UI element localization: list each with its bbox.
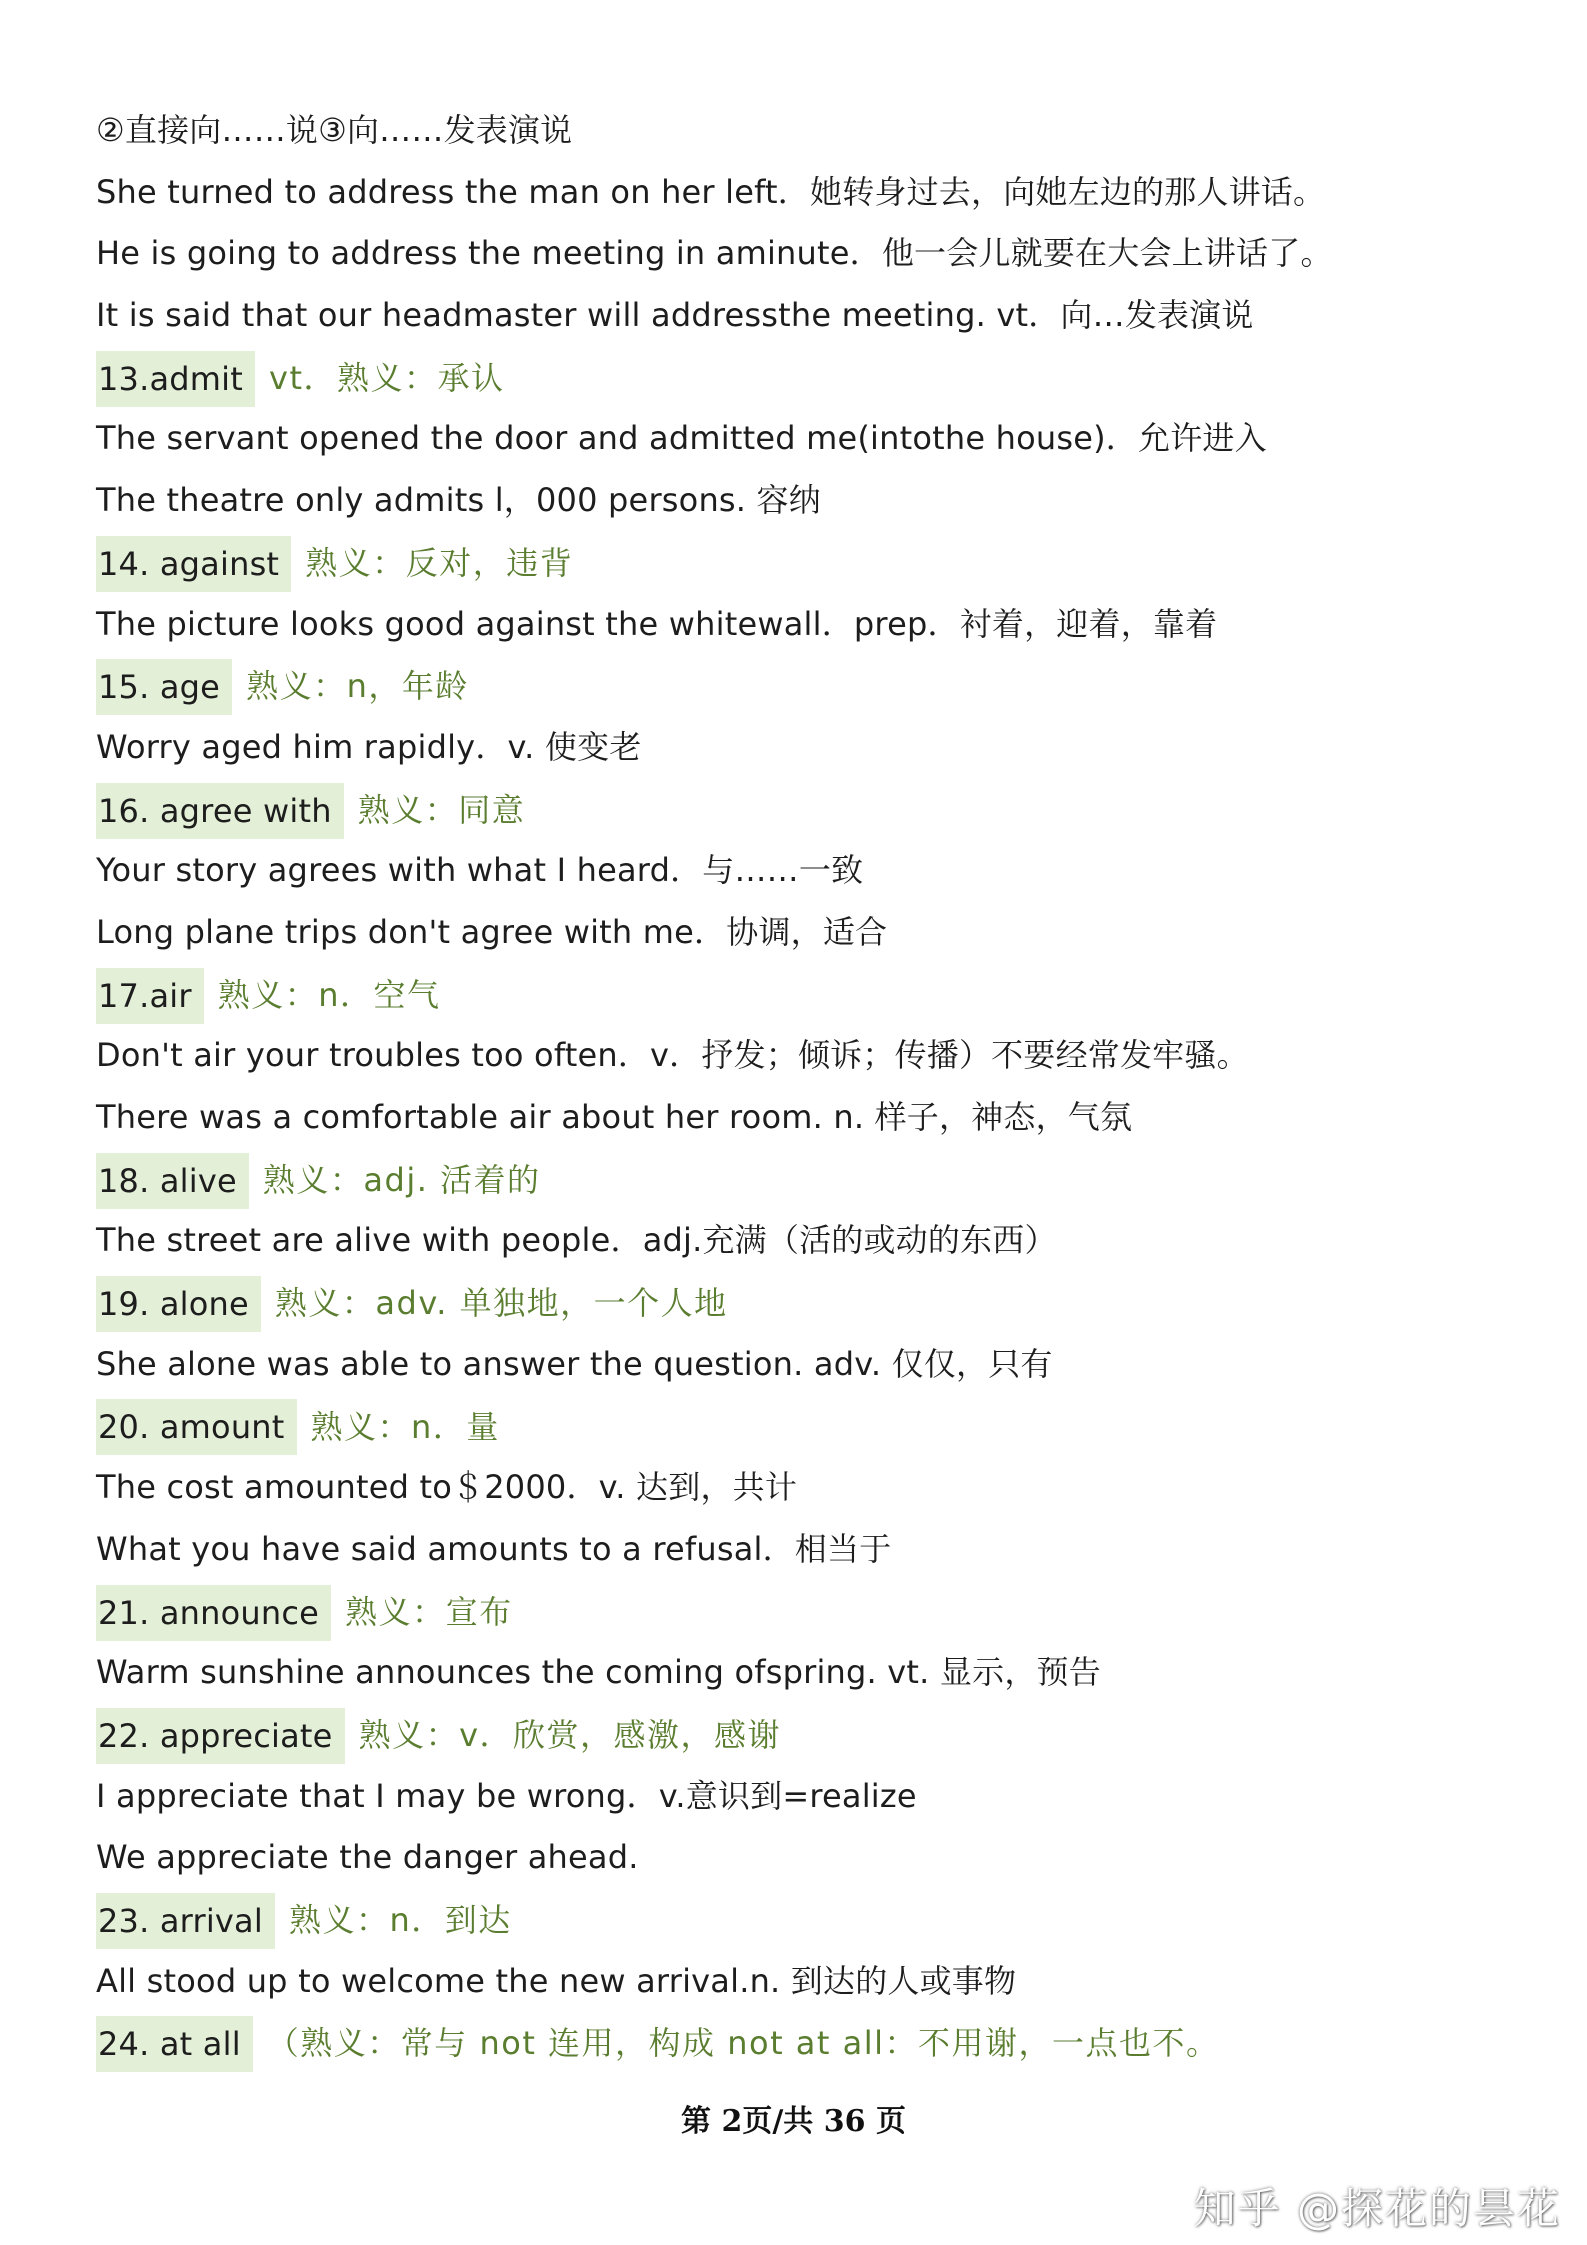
text-line: The theatre only admits l，000 persons. 容纳 bbox=[96, 481, 821, 520]
text-line: Long plane trips don't agree with me．协调，适合 bbox=[96, 912, 888, 951]
source-watermark: 知乎 @探花的昙花 bbox=[1193, 2184, 1561, 2233]
vocab-meaning: （熟义：常与 not 连用，构成 not at all：不用谢，一点也不。 bbox=[266, 2024, 1220, 2063]
vocab-entry bbox=[96, 1395, 1516, 1457]
text-line: The cost amounted to＄2000．v. 达到，共计 bbox=[96, 1468, 798, 1507]
vocab-meaning: 熟义：v．欣赏，感激，感谢 bbox=[358, 1716, 782, 1755]
vocab-meaning: 熟义：n．空气 bbox=[217, 975, 441, 1014]
text-line: She turned to address the man on her left．她转身过去，向她左边的那人讲话。 bbox=[96, 172, 1326, 211]
vocab-meaning: 熟义：n，年龄 bbox=[246, 667, 469, 706]
text-line: I appreciate that I may be wrong．v.意识到=realize bbox=[96, 1776, 917, 1815]
text-line: The servant opened the door and admitted me(intothe house)．允许进入 bbox=[96, 419, 1267, 458]
text-line: He is going to address the meeting in aminute．他一会儿就要在大会上讲话了。 bbox=[96, 234, 1333, 273]
vocab-word: 20. amount bbox=[96, 1399, 297, 1455]
vocab-entry bbox=[96, 2012, 1516, 2074]
text-line: Warm sunshine announces the coming ofspring. vt. 显示，预告 bbox=[96, 1653, 1101, 1692]
vocab-word: 22. appreciate bbox=[96, 1708, 345, 1764]
vocab-word: 13.admit bbox=[96, 351, 255, 407]
vocab-meaning: 熟义：宣布 bbox=[345, 1592, 513, 1631]
vocab-entry bbox=[96, 779, 1516, 841]
text-line: We appreciate the danger ahead. bbox=[96, 1838, 639, 1877]
vocab-word: 24. at all bbox=[96, 2016, 253, 2072]
vocab-meaning: 熟义：同意 bbox=[357, 790, 526, 829]
text-line: Worry aged him rapidly．v. 使变老 bbox=[96, 727, 642, 766]
vocab-meaning: 熟义：反对，违背 bbox=[305, 543, 574, 582]
vocab-entry bbox=[96, 532, 1516, 594]
vocab-entry bbox=[96, 1581, 1516, 1643]
vocab-word: 18. alive bbox=[96, 1153, 249, 1209]
text-line: All stood up to welcome the new arrival.n. 到达的人或事物 bbox=[96, 1961, 1017, 2000]
vocab-entry bbox=[96, 964, 1516, 1026]
vocab-word: 17.air bbox=[96, 968, 204, 1024]
vocab-word: 19. alone bbox=[96, 1276, 261, 1332]
vocab-entry bbox=[96, 655, 1516, 717]
text-line: It is said that our headmaster will addressthe meeting. vt．向…发表演说 bbox=[96, 296, 1254, 335]
text-line: The street are alive with people．adj.充满（活的或动的东西） bbox=[96, 1221, 1057, 1260]
vocab-meaning: 熟义：adj. 活着的 bbox=[262, 1160, 541, 1199]
text-line: The picture looks good against the whitewall．prep．衬着，迎着，靠着 bbox=[96, 604, 1218, 643]
vocab-entry bbox=[96, 1272, 1516, 1334]
vocab-entry bbox=[96, 1704, 1516, 1766]
vocab-word: 14. against bbox=[96, 536, 291, 592]
text-line: Your story agrees with what I heard．与……一致 bbox=[96, 851, 864, 890]
vocab-word: 15. age bbox=[96, 659, 232, 715]
text-line: She alone was able to answer the question. adv. 仅仅，只有 bbox=[96, 1344, 1053, 1383]
vocab-entry bbox=[96, 1889, 1516, 1951]
vocab-word: 21. announce bbox=[96, 1585, 331, 1641]
vocab-entry bbox=[96, 1149, 1516, 1211]
vocab-meaning: 熟义：n．到达 bbox=[288, 1901, 512, 1940]
vocab-word: 16. agree with bbox=[96, 783, 344, 839]
vocab-meaning: vt．熟义：承认 bbox=[269, 358, 505, 397]
vocab-word: 23. arrival bbox=[96, 1893, 275, 1949]
page-number-footer: 第 2页/共 36 页 bbox=[681, 2104, 906, 2139]
document-body bbox=[96, 100, 1516, 2074]
vocab-meaning: 熟义：adv. 单独地，一个人地 bbox=[274, 1284, 728, 1323]
text-line: What you have said amounts to a refusal．相当于 bbox=[96, 1529, 892, 1568]
text-line: ②直接向……说③向……发表演说 bbox=[96, 111, 573, 149]
vocab-meaning: 熟义：n．量 bbox=[310, 1407, 500, 1446]
text-line: Don't air your troubles too often．v．抒发；倾诉；传播）不要经常发牢骚。 bbox=[96, 1036, 1249, 1075]
text-line: There was a comfortable air about her room. n. 样子，神态，气氛 bbox=[96, 1098, 1133, 1136]
vocab-entry bbox=[96, 347, 1516, 409]
